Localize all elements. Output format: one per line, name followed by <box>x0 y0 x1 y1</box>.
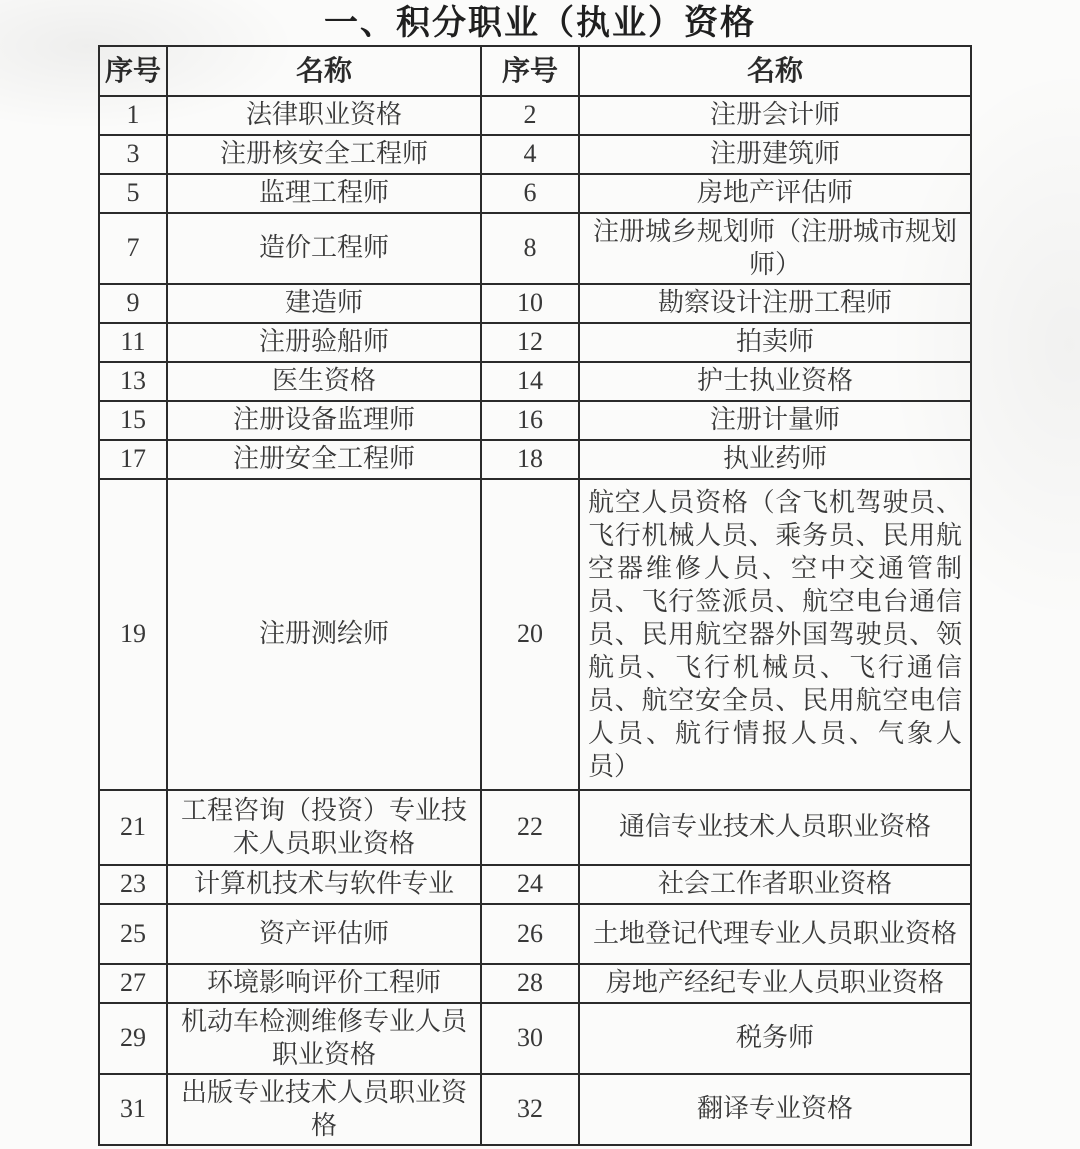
serial-cell: 26 <box>481 904 579 964</box>
serial-cell: 18 <box>481 440 579 479</box>
header-serial-left: 序号 <box>99 46 167 96</box>
qualification-name-cell: 护士执业资格 <box>579 362 971 401</box>
serial-cell: 16 <box>481 401 579 440</box>
serial-cell: 30 <box>481 1003 579 1074</box>
qualification-name-cell: 法律职业资格 <box>167 96 481 135</box>
qualification-name-cell: 执业药师 <box>579 440 971 479</box>
qualification-name-cell: 房地产经纪专业人员职业资格 <box>579 964 971 1003</box>
serial-cell: 13 <box>99 362 167 401</box>
qualification-name-cell: 注册设备监理师 <box>167 401 481 440</box>
header-row <box>99 46 971 96</box>
qualification-name-cell: 注册核安全工程师 <box>167 135 481 174</box>
qualification-name-cell: 出版专业技术人员职业资格 <box>167 1074 481 1145</box>
qualification-name-cell: 造价工程师 <box>167 213 481 284</box>
serial-cell: 19 <box>99 479 167 790</box>
qualification-name-cell: 土地登记代理专业人员职业资格 <box>579 904 971 964</box>
qualification-name-cell: 注册会计师 <box>579 96 971 135</box>
table-row <box>99 440 971 479</box>
table-row <box>99 964 971 1003</box>
qualification-name-cell: 医生资格 <box>167 362 481 401</box>
table-row <box>99 323 971 362</box>
qualification-name-cell: 建造师 <box>167 284 481 323</box>
serial-cell: 25 <box>99 904 167 964</box>
qualification-name-cell: 资产评估师 <box>167 904 481 964</box>
serial-cell: 12 <box>481 323 579 362</box>
qualification-name-cell: 房地产评估师 <box>579 174 971 213</box>
serial-cell: 24 <box>481 865 579 904</box>
serial-cell: 17 <box>99 440 167 479</box>
serial-cell: 1 <box>99 96 167 135</box>
qualification-name-cell: 税务师 <box>579 1003 971 1074</box>
table-row <box>99 401 971 440</box>
serial-cell: 23 <box>99 865 167 904</box>
serial-cell: 5 <box>99 174 167 213</box>
serial-cell: 29 <box>99 1003 167 1074</box>
qualification-name-cell: 注册安全工程师 <box>167 440 481 479</box>
qualification-name-cell: 工程咨询（投资）专业技术人员职业资格 <box>167 790 481 865</box>
serial-cell: 14 <box>481 362 579 401</box>
qualification-name-cell: 计算机技术与软件专业 <box>167 865 481 904</box>
table-row <box>99 479 971 790</box>
table-row <box>99 904 971 964</box>
table-row <box>99 174 971 213</box>
qualification-name-cell: 注册城乡规划师（注册城市规划师） <box>579 213 971 284</box>
table-row <box>99 1003 971 1074</box>
header-name-right: 名称 <box>579 46 971 96</box>
serial-cell: 4 <box>481 135 579 174</box>
serial-cell: 3 <box>99 135 167 174</box>
table-row <box>99 865 971 904</box>
qualification-name-cell: 航空人员资格（含飞机驾驶员、飞行机械人员、乘务员、民用航空器维修人员、空中交通管制员、飞行签派员、航空电台通信员、民用航空器外国驾驶员、领航员、飞行机械员、飞行通信员、航空安全员、民用航空电信人员、航行情报人员、气象人员） <box>579 479 971 790</box>
table-row <box>99 790 971 865</box>
serial-cell: 22 <box>481 790 579 865</box>
qualification-name-cell: 注册测绘师 <box>167 479 481 790</box>
serial-cell: 11 <box>99 323 167 362</box>
qualification-table <box>98 45 972 1146</box>
qualification-name-cell: 翻译专业资格 <box>579 1074 971 1145</box>
qualification-name-cell: 注册建筑师 <box>579 135 971 174</box>
header-serial-right: 序号 <box>481 46 579 96</box>
serial-cell: 7 <box>99 213 167 284</box>
serial-cell: 2 <box>481 96 579 135</box>
qualification-name-cell: 环境影响评价工程师 <box>167 964 481 1003</box>
table-row <box>99 1074 971 1145</box>
qualification-name-cell: 注册计量师 <box>579 401 971 440</box>
serial-cell: 21 <box>99 790 167 865</box>
serial-cell: 32 <box>481 1074 579 1145</box>
serial-cell: 31 <box>99 1074 167 1145</box>
serial-cell: 9 <box>99 284 167 323</box>
serial-cell: 6 <box>481 174 579 213</box>
table-row <box>99 135 971 174</box>
table-row <box>99 284 971 323</box>
serial-cell: 8 <box>481 213 579 284</box>
table-row <box>99 362 971 401</box>
header-name-left: 名称 <box>167 46 481 96</box>
qualification-name-cell: 通信专业技术人员职业资格 <box>579 790 971 865</box>
serial-cell: 15 <box>99 401 167 440</box>
table-row <box>99 213 971 284</box>
page-title: 一、积分职业（执业）资格 <box>324 4 756 42</box>
qualification-name-cell: 机动车检测维修专业人员职业资格 <box>167 1003 481 1074</box>
qualification-name-cell: 社会工作者职业资格 <box>579 865 971 904</box>
qualification-name-cell: 勘察设计注册工程师 <box>579 284 971 323</box>
serial-cell: 20 <box>481 479 579 790</box>
table-row <box>99 96 971 135</box>
qualification-name-cell: 注册验船师 <box>167 323 481 362</box>
serial-cell: 28 <box>481 964 579 1003</box>
qualification-name-cell: 拍卖师 <box>579 323 971 362</box>
serial-cell: 10 <box>481 284 579 323</box>
qualification-name-cell: 监理工程师 <box>167 174 481 213</box>
serial-cell: 27 <box>99 964 167 1003</box>
